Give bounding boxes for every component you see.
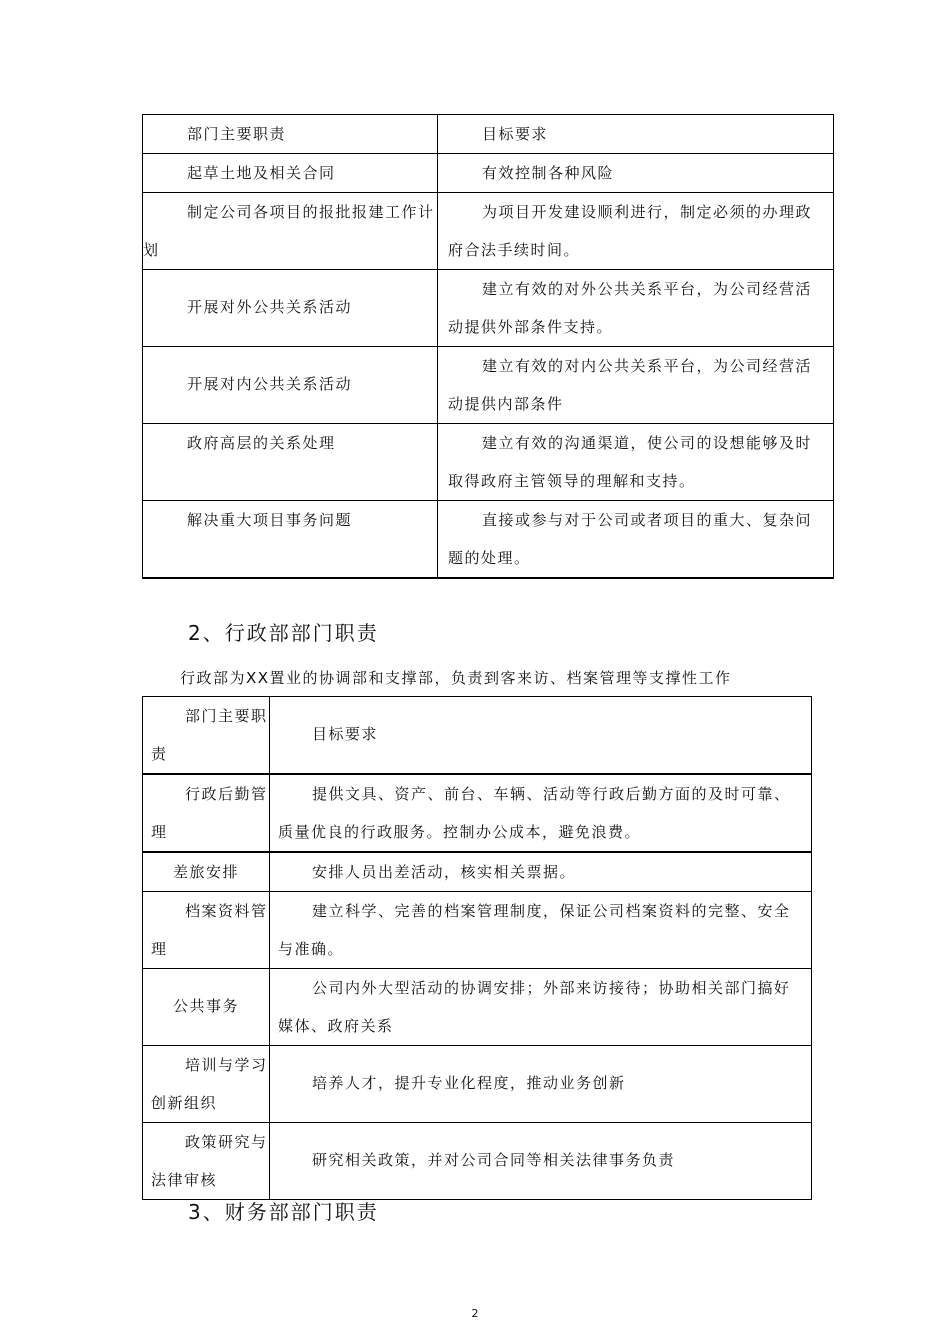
duty-cell: 政府高层的关系处理 (143, 424, 438, 501)
table-row (143, 892, 812, 969)
goal-cell: 有效控制各种风险 (438, 154, 834, 193)
goal-cell: 安排人员出差活动，核实相关票据。 (270, 852, 812, 892)
table-row (143, 852, 812, 892)
table-header-row (143, 115, 834, 154)
duties-table-2 (142, 696, 812, 1200)
header-duty-cell: 部门主要职责 (143, 115, 438, 154)
table-row (143, 154, 834, 193)
table-row (143, 347, 834, 424)
table-row (143, 1046, 812, 1123)
table-row (143, 969, 812, 1046)
duty-cell: 政策研究与法律审核 (143, 1123, 270, 1200)
goal-cell: 建立有效的对内公共关系平台，为公司经营活动提供内部条件 (438, 347, 834, 424)
goal-cell: 提供文具、资产、前台、车辆、活动等行政后勤方面的及时可靠、质量优良的行政服务。控制办公成本，避免浪费。 (270, 774, 812, 852)
table-row (143, 193, 834, 270)
duty-cell: 行政后勤管理 (143, 774, 270, 852)
header-goal-cell: 目标要求 (270, 697, 812, 775)
goal-cell: 培养人才，提升专业化程度，推动业务创新 (270, 1046, 812, 1123)
section-2-heading: 2、行政部部门职责 (188, 621, 379, 645)
duty-cell: 开展对外公共关系活动 (143, 270, 438, 347)
page-number: 2 (471, 1307, 479, 1320)
duty-cell: 档案资料管理 (143, 892, 270, 969)
section-3-heading: 3、财务部部门职责 (188, 1200, 379, 1224)
table-row (143, 774, 812, 852)
duty-cell: 培训与学习创新组织 (143, 1046, 270, 1123)
header-goal-cell: 目标要求 (438, 115, 834, 154)
table-row (143, 424, 834, 501)
goal-cell: 为项目开发建设顺利进行，制定必须的办理政府合法手续时间。 (438, 193, 834, 270)
duties-table-1 (142, 114, 834, 579)
header-duty-cell: 部门主要职责 (143, 697, 270, 775)
goal-cell: 建立科学、完善的档案管理制度，保证公司档案资料的完整、安全与准确。 (270, 892, 812, 969)
duty-cell: 开展对内公共关系活动 (143, 347, 438, 424)
duty-cell: 解决重大项目事务问题 (143, 501, 438, 579)
duty-cell: 公共事务 (143, 969, 270, 1046)
table-row (143, 270, 834, 347)
goal-cell: 公司内外大型活动的协调安排；外部来访接待；协助相关部门搞好媒体、政府关系 (270, 969, 812, 1046)
duty-cell: 起草土地及相关合同 (143, 154, 438, 193)
duty-cell: 制定公司各项目的报批报建工作计划 (143, 193, 438, 270)
section-2-intro: 行政部为XX置业的协调部和支撑部，负责到客来访、档案管理等支撑性工作 (180, 669, 732, 687)
goal-cell: 研究相关政策，并对公司合同等相关法律事务负责 (270, 1123, 812, 1200)
table-row (143, 1123, 812, 1200)
goal-cell: 建立有效的沟通渠道，使公司的设想能够及时取得政府主管领导的理解和支持。 (438, 424, 834, 501)
table-row (143, 501, 834, 579)
goal-cell: 建立有效的对外公共关系平台，为公司经营活动提供外部条件支持。 (438, 270, 834, 347)
duty-cell: 差旅安排 (143, 852, 270, 892)
goal-cell: 直接或参与对于公司或者项目的重大、复杂问题的处理。 (438, 501, 834, 579)
table-header-row (143, 697, 812, 775)
